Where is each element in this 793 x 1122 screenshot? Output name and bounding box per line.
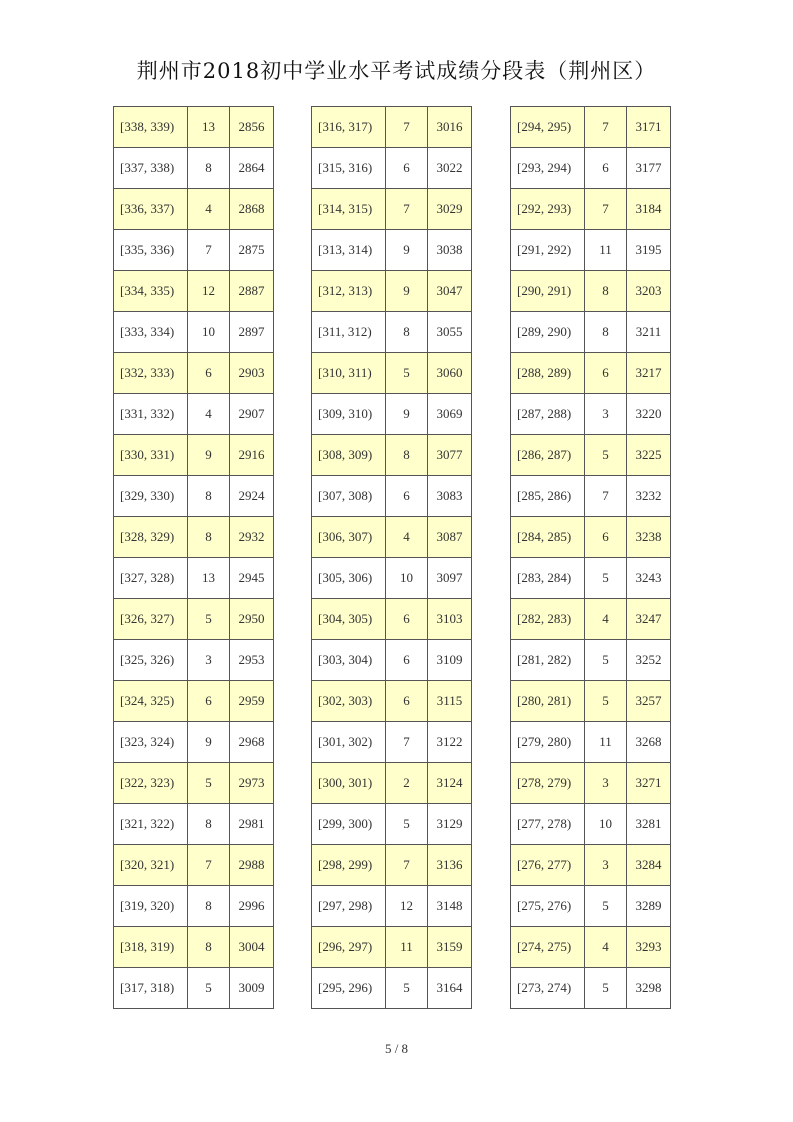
count-cell: 8 xyxy=(188,148,230,189)
table-row xyxy=(312,599,472,640)
table-row xyxy=(511,189,671,230)
count-cell: 6 xyxy=(585,148,627,189)
cumulative-cell: 3055 xyxy=(428,312,472,353)
table-row xyxy=(114,640,274,681)
cumulative-cell: 3115 xyxy=(428,681,472,722)
score-range-cell: [277, 278) xyxy=(511,804,585,845)
table-row xyxy=(511,599,671,640)
score-range-cell: [318, 319) xyxy=(114,927,188,968)
cumulative-cell: 3009 xyxy=(230,968,274,1009)
table-row xyxy=(114,394,274,435)
cumulative-cell: 3268 xyxy=(627,722,671,763)
table-row xyxy=(511,107,671,148)
score-range-cell: [297, 298) xyxy=(312,886,386,927)
count-cell: 8 xyxy=(386,435,428,476)
table-row xyxy=(312,230,472,271)
score-range-cell: [330, 331) xyxy=(114,435,188,476)
table-row xyxy=(312,927,472,968)
table-row xyxy=(511,312,671,353)
count-cell: 10 xyxy=(585,804,627,845)
score-range-cell: [299, 300) xyxy=(312,804,386,845)
cumulative-cell: 2996 xyxy=(230,886,274,927)
score-range-cell: [286, 287) xyxy=(511,435,585,476)
count-cell: 5 xyxy=(386,353,428,394)
page-title: 荆州市2018初中学业水平考试成绩分段表（荆州区） xyxy=(136,59,657,83)
table-row xyxy=(114,599,274,640)
cumulative-cell: 3243 xyxy=(627,558,671,599)
table-row xyxy=(114,230,274,271)
count-cell: 3 xyxy=(585,394,627,435)
score-range-cell: [303, 304) xyxy=(312,640,386,681)
cumulative-cell: 3247 xyxy=(627,599,671,640)
table-row xyxy=(511,230,671,271)
table-row xyxy=(511,681,671,722)
cumulative-cell: 3109 xyxy=(428,640,472,681)
count-cell: 8 xyxy=(188,927,230,968)
count-cell: 5 xyxy=(585,886,627,927)
table-row xyxy=(312,476,472,517)
count-cell: 8 xyxy=(188,476,230,517)
count-cell: 5 xyxy=(386,804,428,845)
count-cell: 5 xyxy=(188,968,230,1009)
table-row xyxy=(114,271,274,312)
table-row xyxy=(312,312,472,353)
cumulative-cell: 3171 xyxy=(627,107,671,148)
table-row xyxy=(511,517,671,558)
score-range-cell: [283, 284) xyxy=(511,558,585,599)
count-cell: 11 xyxy=(585,722,627,763)
table-row xyxy=(511,353,671,394)
cumulative-cell: 2868 xyxy=(230,189,274,230)
score-range-cell: [275, 276) xyxy=(511,886,585,927)
table-row xyxy=(511,558,671,599)
count-cell: 7 xyxy=(386,722,428,763)
score-range-cell: [274, 275) xyxy=(511,927,585,968)
table-row xyxy=(312,804,472,845)
table-row xyxy=(511,763,671,804)
count-cell: 4 xyxy=(585,599,627,640)
cumulative-cell: 3284 xyxy=(627,845,671,886)
count-cell: 9 xyxy=(188,435,230,476)
score-range-cell: [323, 324) xyxy=(114,722,188,763)
score-range-cell: [280, 281) xyxy=(511,681,585,722)
table-row xyxy=(312,353,472,394)
score-range-cell: [298, 299) xyxy=(312,845,386,886)
cumulative-cell: 3047 xyxy=(428,271,472,312)
table-row xyxy=(312,517,472,558)
table-row xyxy=(312,189,472,230)
cumulative-cell: 3225 xyxy=(627,435,671,476)
table-row xyxy=(114,353,274,394)
cumulative-cell: 2950 xyxy=(230,599,274,640)
score-range-cell: [310, 311) xyxy=(312,353,386,394)
cumulative-cell: 2932 xyxy=(230,517,274,558)
count-cell: 6 xyxy=(386,476,428,517)
score-range-cell: [337, 338) xyxy=(114,148,188,189)
score-range-cell: [308, 309) xyxy=(312,435,386,476)
score-range-cell: [284, 285) xyxy=(511,517,585,558)
score-range-cell: [300, 301) xyxy=(312,763,386,804)
count-cell: 4 xyxy=(386,517,428,558)
score-range-cell: [326, 327) xyxy=(114,599,188,640)
cumulative-cell: 2924 xyxy=(230,476,274,517)
score-range-cell: [334, 335) xyxy=(114,271,188,312)
count-cell: 8 xyxy=(188,517,230,558)
count-cell: 10 xyxy=(188,312,230,353)
score-range-cell: [311, 312) xyxy=(312,312,386,353)
table-row xyxy=(312,845,472,886)
count-cell: 8 xyxy=(386,312,428,353)
cumulative-cell: 3136 xyxy=(428,845,472,886)
count-cell: 7 xyxy=(188,230,230,271)
score-range-cell: [324, 325) xyxy=(114,681,188,722)
count-cell: 9 xyxy=(188,722,230,763)
score-range-cell: [322, 323) xyxy=(114,763,188,804)
cumulative-cell: 3184 xyxy=(627,189,671,230)
count-cell: 13 xyxy=(188,558,230,599)
cumulative-cell: 3257 xyxy=(627,681,671,722)
count-cell: 6 xyxy=(386,148,428,189)
count-cell: 3 xyxy=(585,763,627,804)
count-cell: 6 xyxy=(585,353,627,394)
count-cell: 5 xyxy=(188,599,230,640)
table-row xyxy=(312,722,472,763)
table-row xyxy=(114,804,274,845)
table-row xyxy=(312,886,472,927)
count-cell: 7 xyxy=(386,107,428,148)
cumulative-cell: 2988 xyxy=(230,845,274,886)
cumulative-cell: 2959 xyxy=(230,681,274,722)
table-row xyxy=(312,394,472,435)
score-range-cell: [312, 313) xyxy=(312,271,386,312)
table-row xyxy=(114,927,274,968)
table-row xyxy=(511,968,671,1009)
cumulative-cell: 2968 xyxy=(230,722,274,763)
table-row xyxy=(312,558,472,599)
score-range-cell: [287, 288) xyxy=(511,394,585,435)
cumulative-cell: 3164 xyxy=(428,968,472,1009)
score-range-cell: [293, 294) xyxy=(511,148,585,189)
count-cell: 6 xyxy=(386,640,428,681)
cumulative-cell: 3083 xyxy=(428,476,472,517)
cumulative-cell: 2907 xyxy=(230,394,274,435)
count-cell: 4 xyxy=(188,394,230,435)
count-cell: 5 xyxy=(585,435,627,476)
count-cell: 3 xyxy=(585,845,627,886)
score-range-cell: [333, 334) xyxy=(114,312,188,353)
table-row xyxy=(312,107,472,148)
score-range-cell: [294, 295) xyxy=(511,107,585,148)
cumulative-cell: 3217 xyxy=(627,353,671,394)
score-table-1 xyxy=(113,106,274,1009)
score-range-cell: [338, 339) xyxy=(114,107,188,148)
cumulative-cell: 2864 xyxy=(230,148,274,189)
table-row xyxy=(511,148,671,189)
table-row xyxy=(511,435,671,476)
page-number: 5 / 8 xyxy=(384,1041,409,1056)
table-row xyxy=(114,148,274,189)
count-cell: 5 xyxy=(585,681,627,722)
table-row xyxy=(312,640,472,681)
count-cell: 8 xyxy=(188,886,230,927)
score-range-cell: [288, 289) xyxy=(511,353,585,394)
cumulative-cell: 3293 xyxy=(627,927,671,968)
count-cell: 11 xyxy=(585,230,627,271)
count-cell: 4 xyxy=(188,189,230,230)
table-row xyxy=(312,681,472,722)
score-range-cell: [316, 317) xyxy=(312,107,386,148)
table-row xyxy=(114,476,274,517)
table-row xyxy=(312,435,472,476)
score-range-cell: [315, 316) xyxy=(312,148,386,189)
score-range-cell: [281, 282) xyxy=(511,640,585,681)
table-row xyxy=(511,271,671,312)
score-range-cell: [273, 274) xyxy=(511,968,585,1009)
count-cell: 7 xyxy=(386,189,428,230)
score-range-cell: [327, 328) xyxy=(114,558,188,599)
cumulative-cell: 3220 xyxy=(627,394,671,435)
count-cell: 5 xyxy=(585,558,627,599)
table-row xyxy=(511,640,671,681)
table-row xyxy=(511,722,671,763)
count-cell: 13 xyxy=(188,107,230,148)
cumulative-cell: 3211 xyxy=(627,312,671,353)
cumulative-cell: 3252 xyxy=(627,640,671,681)
count-cell: 6 xyxy=(188,681,230,722)
cumulative-cell: 3103 xyxy=(428,599,472,640)
table-row xyxy=(312,271,472,312)
score-range-cell: [285, 286) xyxy=(511,476,585,517)
score-range-cell: [279, 280) xyxy=(511,722,585,763)
count-cell: 5 xyxy=(386,968,428,1009)
score-range-cell: [301, 302) xyxy=(312,722,386,763)
table-row xyxy=(511,886,671,927)
score-range-cell: [309, 310) xyxy=(312,394,386,435)
table-row xyxy=(511,476,671,517)
count-cell: 9 xyxy=(386,394,428,435)
cumulative-cell: 3203 xyxy=(627,271,671,312)
score-range-cell: [304, 305) xyxy=(312,599,386,640)
score-range-cell: [329, 330) xyxy=(114,476,188,517)
cumulative-cell: 3195 xyxy=(627,230,671,271)
cumulative-cell: 3129 xyxy=(428,804,472,845)
count-cell: 7 xyxy=(386,845,428,886)
cumulative-cell: 3238 xyxy=(627,517,671,558)
score-range-cell: [295, 296) xyxy=(312,968,386,1009)
score-range-cell: [314, 315) xyxy=(312,189,386,230)
cumulative-cell: 3124 xyxy=(428,763,472,804)
cumulative-cell: 3029 xyxy=(428,189,472,230)
cumulative-cell: 3289 xyxy=(627,886,671,927)
cumulative-cell: 2897 xyxy=(230,312,274,353)
cumulative-cell: 2875 xyxy=(230,230,274,271)
table-row xyxy=(114,435,274,476)
table-row xyxy=(114,886,274,927)
count-cell: 8 xyxy=(585,271,627,312)
table-row xyxy=(114,763,274,804)
count-cell: 5 xyxy=(585,640,627,681)
cumulative-cell: 2945 xyxy=(230,558,274,599)
cumulative-cell: 3177 xyxy=(627,148,671,189)
count-cell: 9 xyxy=(386,271,428,312)
count-cell: 8 xyxy=(585,312,627,353)
cumulative-cell: 3077 xyxy=(428,435,472,476)
cumulative-cell: 2856 xyxy=(230,107,274,148)
score-table-2 xyxy=(311,106,472,1009)
table-row xyxy=(114,968,274,1009)
count-cell: 7 xyxy=(188,845,230,886)
count-cell: 5 xyxy=(188,763,230,804)
cumulative-cell: 3281 xyxy=(627,804,671,845)
count-cell: 7 xyxy=(585,189,627,230)
count-cell: 2 xyxy=(386,763,428,804)
cumulative-cell: 3060 xyxy=(428,353,472,394)
count-cell: 6 xyxy=(386,681,428,722)
score-range-cell: [319, 320) xyxy=(114,886,188,927)
score-range-cell: [289, 290) xyxy=(511,312,585,353)
table-row xyxy=(114,517,274,558)
score-table-3 xyxy=(510,106,671,1009)
score-range-cell: [321, 322) xyxy=(114,804,188,845)
table-row xyxy=(114,189,274,230)
cumulative-cell: 3022 xyxy=(428,148,472,189)
count-cell: 4 xyxy=(585,927,627,968)
score-range-cell: [320, 321) xyxy=(114,845,188,886)
count-cell: 5 xyxy=(585,968,627,1009)
score-range-cell: [306, 307) xyxy=(312,517,386,558)
count-cell: 8 xyxy=(188,804,230,845)
count-cell: 10 xyxy=(386,558,428,599)
score-range-cell: [328, 329) xyxy=(114,517,188,558)
cumulative-cell: 2973 xyxy=(230,763,274,804)
count-cell: 11 xyxy=(386,927,428,968)
cumulative-cell: 2887 xyxy=(230,271,274,312)
table-row xyxy=(114,107,274,148)
count-cell: 12 xyxy=(188,271,230,312)
score-range-cell: [313, 314) xyxy=(312,230,386,271)
cumulative-cell: 3232 xyxy=(627,476,671,517)
cumulative-cell: 3087 xyxy=(428,517,472,558)
table-row xyxy=(511,927,671,968)
score-range-cell: [302, 303) xyxy=(312,681,386,722)
score-range-cell: [305, 306) xyxy=(312,558,386,599)
table-row xyxy=(312,968,472,1009)
score-range-cell: [296, 297) xyxy=(312,927,386,968)
table-row xyxy=(312,148,472,189)
table-row xyxy=(114,558,274,599)
cumulative-cell: 3016 xyxy=(428,107,472,148)
score-range-cell: [317, 318) xyxy=(114,968,188,1009)
count-cell: 12 xyxy=(386,886,428,927)
count-cell: 3 xyxy=(188,640,230,681)
table-row xyxy=(114,722,274,763)
table-row xyxy=(511,394,671,435)
cumulative-cell: 3097 xyxy=(428,558,472,599)
cumulative-cell: 3069 xyxy=(428,394,472,435)
table-row xyxy=(312,763,472,804)
cumulative-cell: 3271 xyxy=(627,763,671,804)
cumulative-cell: 3159 xyxy=(428,927,472,968)
table-row xyxy=(114,845,274,886)
count-cell: 7 xyxy=(585,107,627,148)
score-range-cell: [331, 332) xyxy=(114,394,188,435)
table-row xyxy=(511,804,671,845)
score-range-cell: [336, 337) xyxy=(114,189,188,230)
score-range-cell: [325, 326) xyxy=(114,640,188,681)
table-row xyxy=(511,845,671,886)
cumulative-cell: 2953 xyxy=(230,640,274,681)
table-row xyxy=(114,681,274,722)
score-range-cell: [291, 292) xyxy=(511,230,585,271)
cumulative-cell: 2916 xyxy=(230,435,274,476)
count-cell: 6 xyxy=(386,599,428,640)
cumulative-cell: 3148 xyxy=(428,886,472,927)
cumulative-cell: 2903 xyxy=(230,353,274,394)
count-cell: 7 xyxy=(585,476,627,517)
score-range-cell: [290, 291) xyxy=(511,271,585,312)
score-range-cell: [335, 336) xyxy=(114,230,188,271)
cumulative-cell: 2981 xyxy=(230,804,274,845)
cumulative-cell: 3122 xyxy=(428,722,472,763)
score-range-cell: [307, 308) xyxy=(312,476,386,517)
cumulative-cell: 3298 xyxy=(627,968,671,1009)
count-cell: 6 xyxy=(188,353,230,394)
score-range-cell: [292, 293) xyxy=(511,189,585,230)
score-range-cell: [282, 283) xyxy=(511,599,585,640)
count-cell: 9 xyxy=(386,230,428,271)
score-range-cell: [276, 277) xyxy=(511,845,585,886)
table-row xyxy=(114,312,274,353)
score-range-cell: [278, 279) xyxy=(511,763,585,804)
cumulative-cell: 3038 xyxy=(428,230,472,271)
score-range-cell: [332, 333) xyxy=(114,353,188,394)
count-cell: 6 xyxy=(585,517,627,558)
cumulative-cell: 3004 xyxy=(230,927,274,968)
